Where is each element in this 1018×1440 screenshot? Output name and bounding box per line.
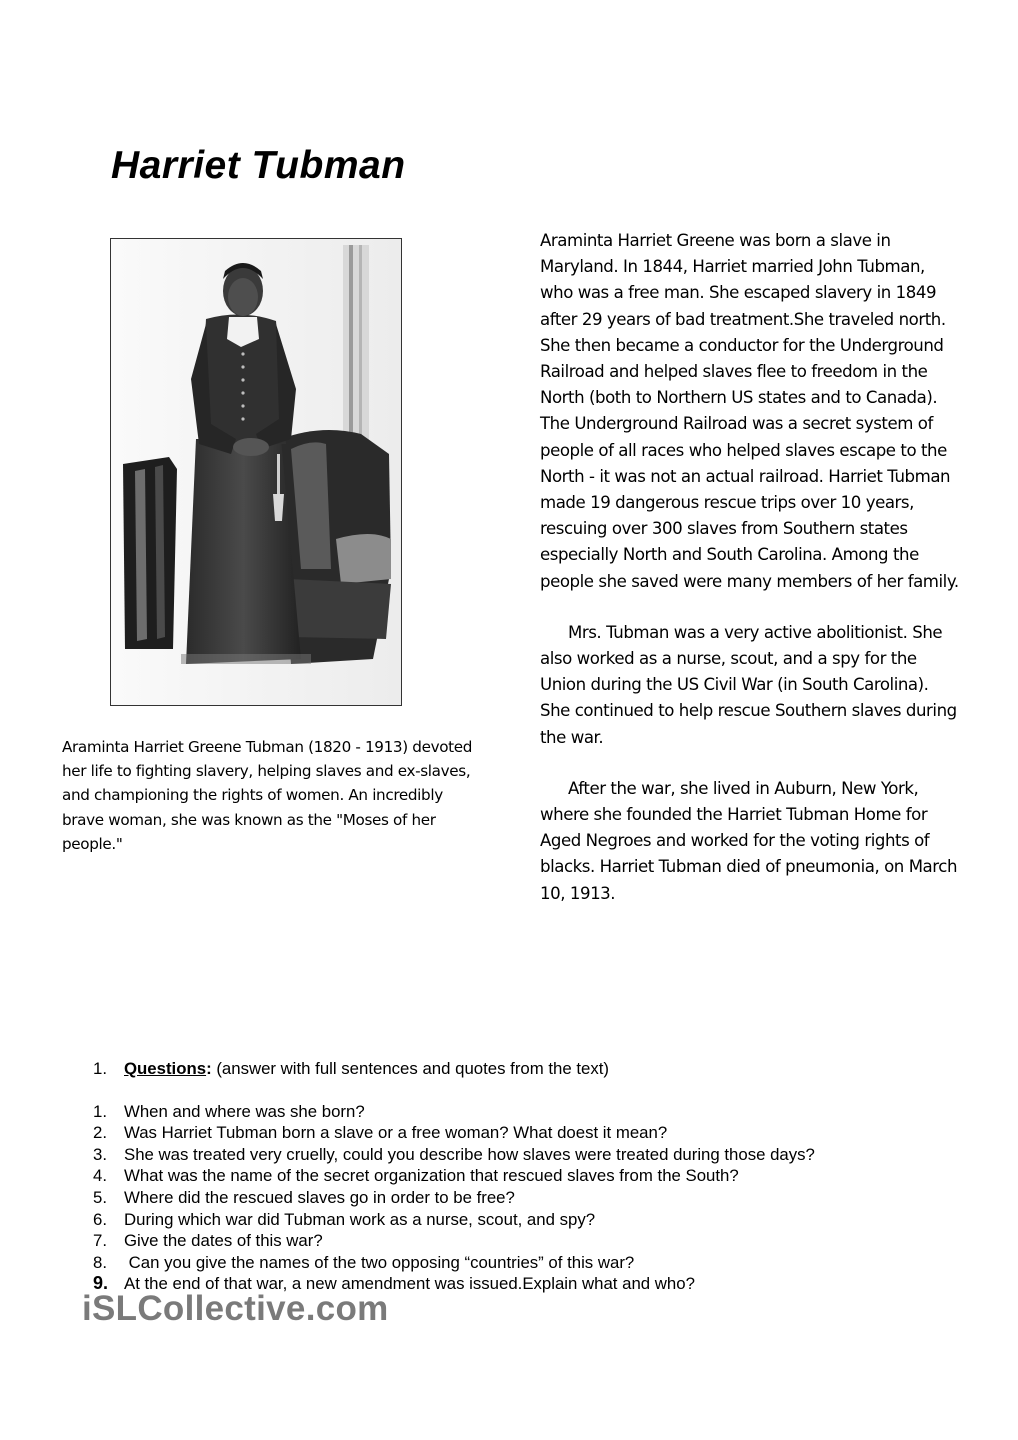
questions-list xyxy=(93,1101,953,1295)
question-text: During which war did Tubman work as a nurse, scout, and spy? xyxy=(124,1209,596,1229)
question-text: She was treated very cruelly, could you describe how slaves were treated during those days? xyxy=(124,1144,815,1164)
question-item xyxy=(93,1165,953,1187)
question-item xyxy=(93,1209,953,1231)
question-item xyxy=(93,1187,953,1209)
question-item xyxy=(93,1101,953,1123)
caption-text: Araminta Harriet Greene Tubman (1820 - 1913) devoted her life to fighting slavery, helping slaves and ex-slaves, and championing the rights of women. An incredibly brave woman, she was known as the "Moses of her people." xyxy=(62,738,473,853)
question-text: Give the dates of this war? xyxy=(124,1231,323,1251)
question-number: 5. xyxy=(93,1187,107,1207)
photo-caption xyxy=(62,735,487,856)
questions-label: Questions xyxy=(124,1059,207,1078)
portrait-image xyxy=(111,239,401,705)
questions-section xyxy=(93,1058,953,1295)
questions-instructions: (answer with full sentences and quotes from the text) xyxy=(211,1059,610,1078)
question-number: 3. xyxy=(93,1144,107,1164)
question-item xyxy=(93,1144,953,1166)
bio-paragraph-1: Araminta Harriet Greene was born a slave in Maryland. In 1844, Harriet married John Tubman, who was a free man. She escaped slavery in 1849 after 29 years of bad treatment.She traveled north. She then became a conductor for the Underground Railroad and helped slaves flee to freedom in the North (both to Northern US states and to Canada). The Underground Railroad was a secret system of people of all races who helped slaves escape to the North - it was not an actual railroad. Harriet Tubman made 19 dangerous rescue trips over 10 years, rescuing over 300 slaves from Southern states especially North and South Carolina. Among the people she saved were many members of her family. xyxy=(540,231,959,591)
bio-paragraph-2: Mrs. Tubman was a very active abolitionist. She also worked as a nurse, scout, and a spy for the Union during the US Civil War (in South Carolina). She continued to help rescue Southern slaves during the war. xyxy=(540,622,957,747)
question-number: 9. xyxy=(93,1273,109,1294)
question-text: When and where was she born? xyxy=(124,1101,365,1121)
questions-header xyxy=(93,1058,953,1080)
questions-colon: : xyxy=(206,1059,212,1078)
question-item xyxy=(93,1122,953,1144)
question-number: 7. xyxy=(93,1231,107,1251)
biography-text xyxy=(540,228,960,932)
watermark-logo: iSLCollective.com xyxy=(82,1289,389,1328)
question-text: Can you give the names of the two opposing “countries” of this war? xyxy=(124,1252,635,1272)
page-title: Harriet Tubman xyxy=(111,144,406,187)
portrait-photo xyxy=(110,238,402,706)
question-text: What was the name of the secret organization that rescued slaves from the South? xyxy=(124,1166,739,1186)
question-number: 2. xyxy=(93,1123,107,1143)
question-number: 8. xyxy=(93,1252,107,1272)
question-number: 4. xyxy=(93,1166,107,1186)
question-text: At the end of that war, a new amendment was issued.Explain what and who? xyxy=(124,1274,695,1294)
question-text: Was Harriet Tubman born a slave or a free woman? What doest it mean? xyxy=(124,1123,668,1143)
questions-header-number: 1. xyxy=(93,1059,107,1078)
question-text: Where did the rescued slaves go in order to be free? xyxy=(124,1187,515,1207)
bio-paragraph-3: After the war, she lived in Auburn, New York, where she founded the Harriet Tubman Home for Aged Negroes and worked for the voting rights of blacks. Harriet Tubman died of pneumonia, on March 10, 1913. xyxy=(540,778,958,903)
question-number: 6. xyxy=(93,1209,107,1229)
question-number: 1. xyxy=(93,1101,107,1121)
question-item xyxy=(93,1252,953,1274)
question-item xyxy=(93,1230,953,1252)
